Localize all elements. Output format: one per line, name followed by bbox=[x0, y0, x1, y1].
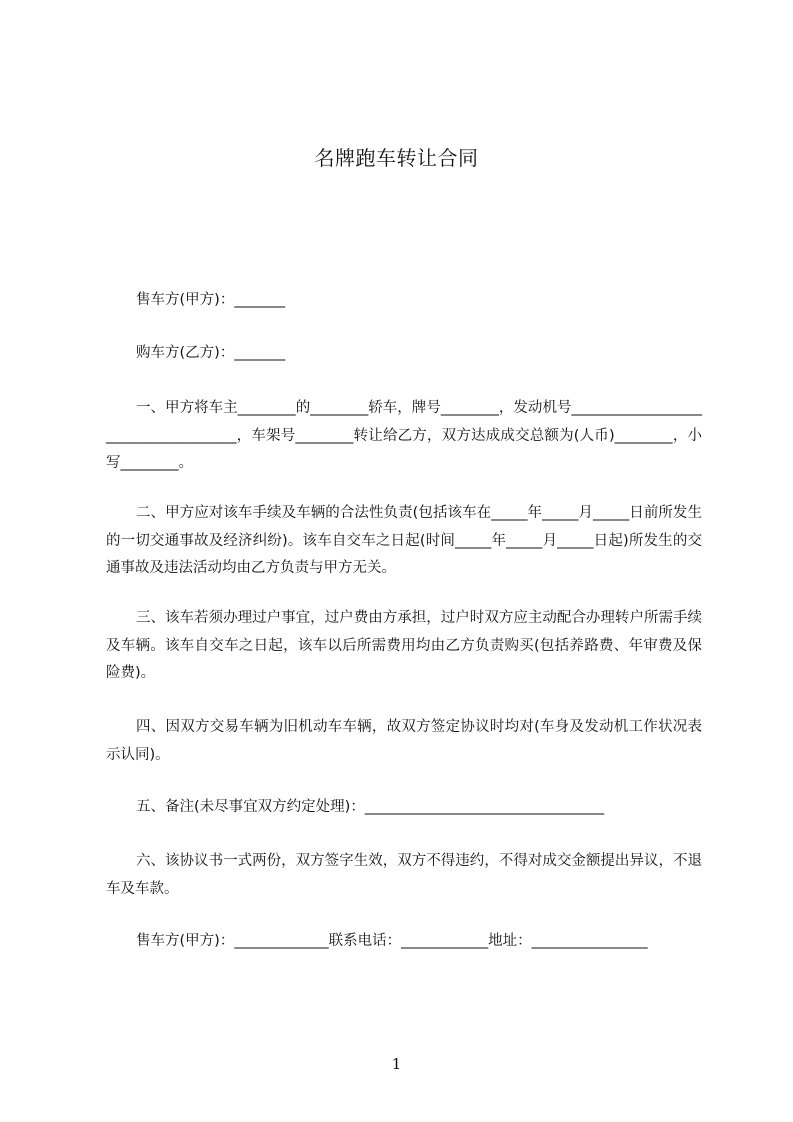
clause-5: 五、备注(未尽事宜双方约定处理)：_________________________________ bbox=[136, 799, 605, 815]
clause-2: 二、甲方应对该车手续及车辆的合法性负责(包括该车在_____年_____月_____日前所发生的一切交通事故及经济纠纷)。该车自交车之日起(时间_____年_____月_____日起)所发生的交通事故及违法活动均由乙方负责与甲方无关。 bbox=[106, 505, 702, 576]
clause-1: 一、甲方将车主________的________轿车，牌号________，发动机号____________________________________，车架号________转让给乙方，双方达成成交总额为(人币)________，小写________。 bbox=[106, 400, 702, 471]
document-title: 名牌跑车转让合同 bbox=[314, 146, 479, 170]
seller-line: 售车方(甲方)：_______ bbox=[136, 292, 286, 308]
clause-3: 三、该车若须办理过户事宜，过户费由方承担，过户时双方应主动配合办理转户所需手续及车辆。该车自交车之日起，该车以后所需费用均由乙方负责购买(包括养路费、年审费及保险费)。 bbox=[106, 610, 702, 681]
buyer-line: 购车方(乙方)：_______ bbox=[136, 345, 286, 361]
signature-line: 售车方(甲方)：_____________联系电话：____________地址：________________ bbox=[136, 933, 648, 949]
clause-6: 六、该协议书一式两份，双方签字生效，双方不得违约，不得对成交金额提出异议，不退车及车款。 bbox=[106, 853, 702, 897]
clause-4: 四、因双方交易车辆为旧机动车车辆，故双方签定协议时均对(车身及发动机工作状况表示认同)。 bbox=[106, 719, 702, 763]
page-number: 1 bbox=[391, 1055, 402, 1073]
